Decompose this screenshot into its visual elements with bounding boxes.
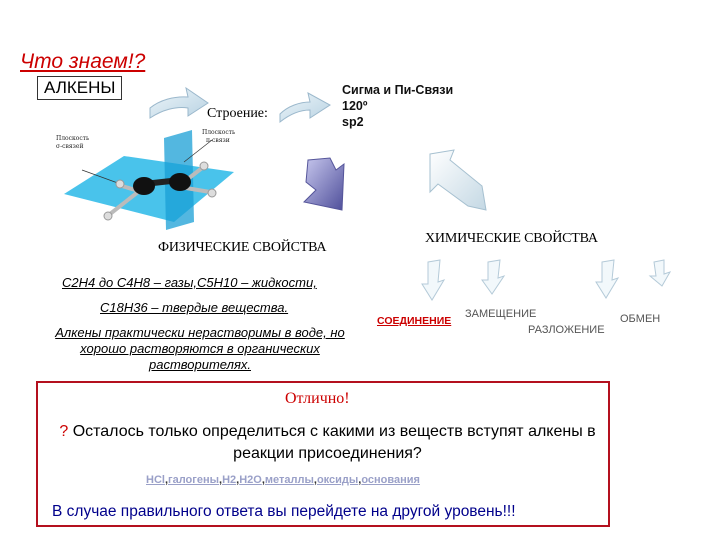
carbon-atom bbox=[133, 177, 155, 195]
sigma-plane-label: σ-связей bbox=[56, 143, 84, 150]
bonds-line: sp2 bbox=[342, 115, 364, 129]
reaction-exchange[interactable]: ОБМЕН bbox=[620, 313, 661, 325]
answer-options: НCl,галогены,Н2,Н2О,металлы,оксиды,основания bbox=[146, 474, 420, 486]
option-metals[interactable]: металлы bbox=[264, 474, 314, 486]
page-title: Что знаем!? bbox=[20, 50, 146, 73]
option-h2[interactable]: Н2 bbox=[222, 474, 237, 486]
arrow-to-structure[interactable] bbox=[148, 84, 210, 124]
down-arrow-icon bbox=[482, 260, 504, 294]
carbon-atom bbox=[169, 173, 191, 191]
reaction-addition[interactable]: СОЕДИНЕНИЕ bbox=[377, 315, 452, 327]
reaction-substitution[interactable]: ЗАМЕЩЕНИЕ bbox=[465, 308, 537, 320]
option-hcl[interactable]: НCl bbox=[146, 474, 165, 486]
down-arrow-icon bbox=[596, 260, 618, 298]
reaction-arrows bbox=[418, 258, 678, 304]
alkeny-box[interactable]: АЛКЕНЫ bbox=[37, 76, 122, 100]
pi-plane-label: π-связи bbox=[206, 137, 230, 144]
physical-fact: С18Н36 – твердые вещества. bbox=[100, 300, 289, 315]
arrow-to-bonds[interactable] bbox=[278, 88, 332, 124]
question-text bbox=[55, 421, 600, 465]
excellent-text: Отлично! bbox=[285, 390, 350, 407]
bonds-line: Сигма и Пи-Связи bbox=[342, 83, 454, 97]
down-arrow-icon bbox=[422, 260, 444, 300]
option-h2o[interactable]: Н2О bbox=[239, 474, 262, 486]
bonds-info bbox=[342, 82, 453, 130]
physical-properties-title: ФИЗИЧЕСКИЕ СВОЙСТВА bbox=[158, 240, 327, 255]
physical-fact: Алкены практически нерастворимы в воде, но хорошо растворяются в органических растворителях. bbox=[55, 325, 345, 372]
pi-plane-label: Плоскость bbox=[202, 129, 236, 136]
down-arrow-icon bbox=[650, 260, 670, 286]
option-halogens[interactable]: галогены bbox=[168, 474, 220, 486]
hydrogen-atom bbox=[116, 180, 124, 188]
reaction-decomposition[interactable]: РАЗЛОЖЕНИЕ bbox=[528, 324, 605, 336]
question-mark: ? bbox=[59, 423, 69, 440]
option-bases[interactable]: основания bbox=[361, 474, 420, 486]
hydrogen-atom bbox=[208, 189, 216, 197]
arrow-to-chemical[interactable] bbox=[424, 146, 490, 218]
hydrogen-atom bbox=[104, 212, 112, 220]
chemical-properties-title: ХИМИЧЕСКИЕ СВОЙСТВА bbox=[425, 231, 598, 246]
arrow-to-physical[interactable] bbox=[298, 154, 356, 216]
ethylene-diagram bbox=[52, 126, 242, 234]
structure-label: Строение: bbox=[207, 106, 268, 121]
hydrogen-atom bbox=[200, 162, 208, 170]
question-body: Осталось только определиться с какими из веществ вступят алкены в реакции присоединения? bbox=[72, 423, 596, 462]
sigma-plane-label: Плоскость bbox=[56, 135, 90, 142]
bonds-line: 120º bbox=[342, 99, 368, 113]
option-oxides[interactable]: оксиды bbox=[316, 474, 359, 486]
final-message: В случае правильного ответа вы перейдете на другой уровень!!! bbox=[52, 503, 516, 520]
physical-fact: С2Н4 до С4Н8 – газы,С5Н10 – жидкости, bbox=[62, 275, 317, 290]
